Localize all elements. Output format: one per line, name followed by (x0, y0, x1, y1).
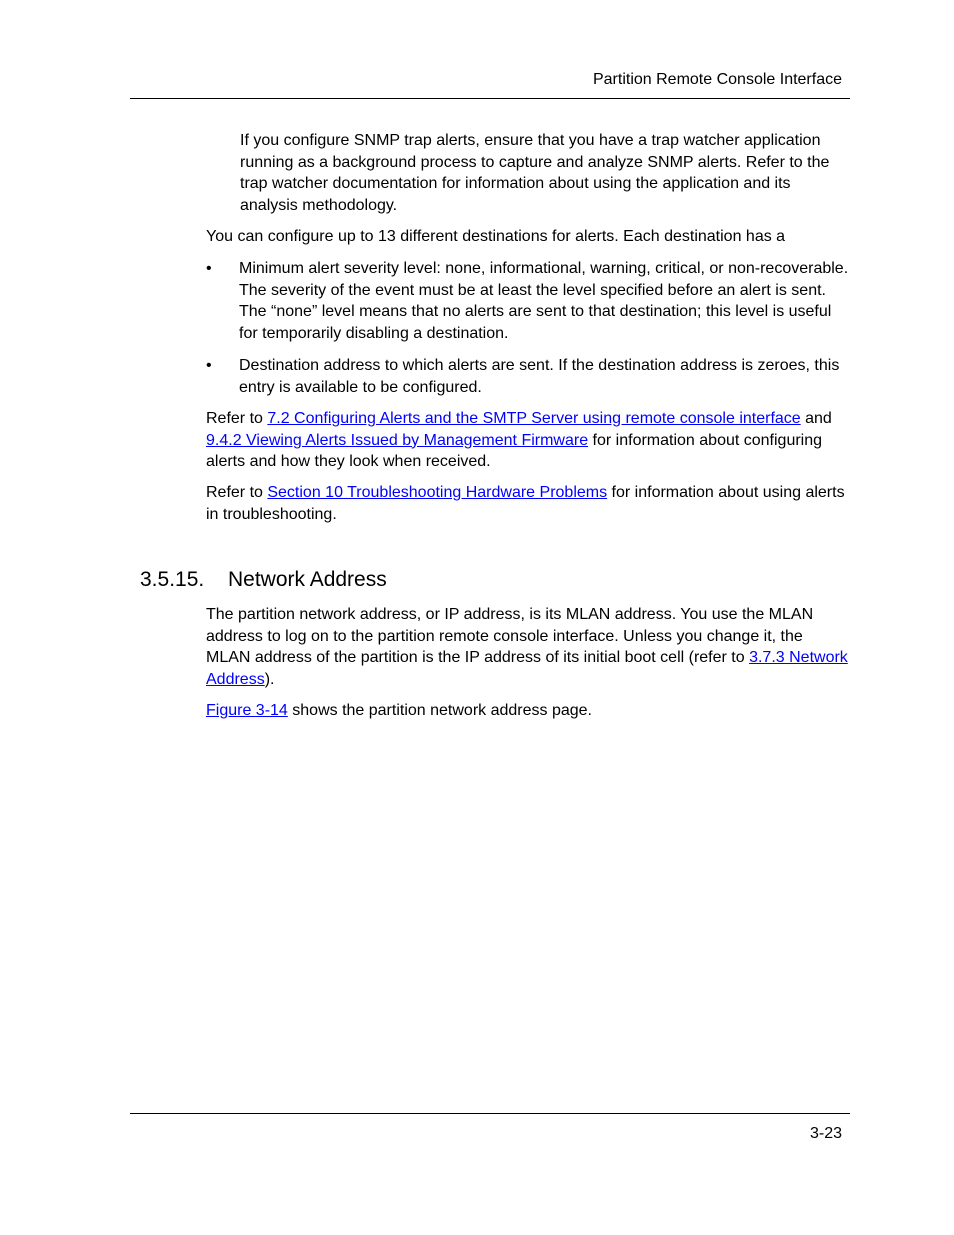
network-text: The partition network address, or IP address, is its MLAN address. You use the MLAN address to log on to the partition remote console interface. Unless you change it, the MLAN address of the partition is the IP address of its initial boot cell (refer to (206, 606, 814, 667)
network-suffix: ). (264, 671, 275, 689)
header-rule (130, 98, 850, 99)
refer-suffix: for information about configuring alerts and how they look when received. (206, 431, 823, 471)
link-network-address[interactable]: 3.7.3 Network Address (206, 649, 848, 689)
page-number: 3-23 (809, 1125, 842, 1142)
refer-troubleshooting-paragraph (206, 482, 851, 525)
section-title: Network Address (228, 568, 387, 591)
bullet-text: Destination address to which alerts are sent. If the destination address is zeroes, this entry is available to be configured. (239, 357, 840, 396)
refer-suffix: for information about using alerts in troubleshooting. (206, 484, 845, 523)
link-viewing-alerts[interactable]: 9.4.2 Viewing Alerts Issued by Management Firmware (206, 431, 589, 449)
bullet-marker: • (206, 260, 212, 277)
link-figure[interactable]: Figure 3-14 (206, 702, 288, 719)
section-number: 3.5.15. (140, 568, 205, 591)
snmp-note: If you configure SNMP trap alerts, ensure that you have a trap watcher application running as a background process to capture and analyze SNMP alerts. Refer to the trap watcher documentation for information about using the application and its analysis methodology. (240, 132, 830, 215)
link-configuring-alerts[interactable]: 7.2 Configuring Alerts and the SMTP Server using remote console interface (267, 410, 801, 427)
bullet-item-severity (206, 258, 851, 345)
bullet-text: Minimum alert severity level: none, informational, warning, critical, or non-recoverable. The severity of the event must be at least the level specified before an alert is sent. The “none” level means that no alerts are sent to that destination; this level is useful for temporarily disabling a destination. (239, 260, 849, 343)
refer-alerts-paragraph (206, 408, 851, 473)
refer-middle: and (800, 410, 832, 427)
link-troubleshooting[interactable]: Section 10 Troubleshooting Hardware Problems (267, 484, 608, 501)
bullet-marker: • (206, 357, 212, 374)
figure-suffix: shows the partition network address page. (287, 702, 592, 719)
refer-prefix: Refer to (206, 484, 268, 501)
destinations-intro: You can configure up to 13 different destinations for alerts. Each destination has a (206, 228, 786, 245)
bullet-item-destination (206, 355, 851, 398)
refer-prefix: Refer to (206, 410, 268, 427)
network-address-paragraph (206, 604, 851, 691)
figure-reference-paragraph (206, 700, 851, 722)
section-heading (140, 567, 387, 593)
running-header-title: Partition Remote Console Interface (592, 71, 842, 88)
footer-rule (130, 1113, 850, 1114)
